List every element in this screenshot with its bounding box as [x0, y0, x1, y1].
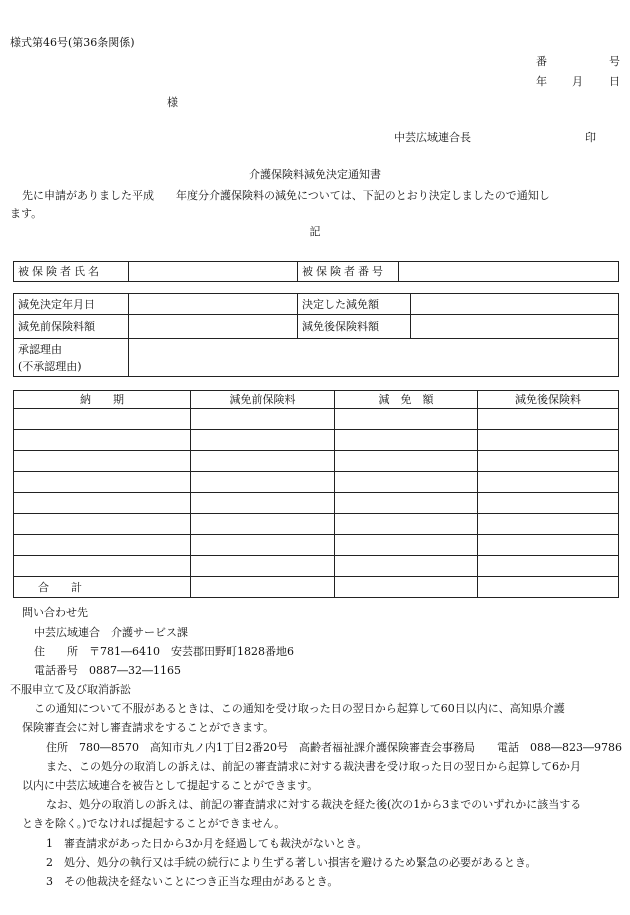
insured-name-label: 被保険者氏名: [14, 262, 129, 282]
cell[interactable]: [478, 514, 619, 535]
number-label-go: 号: [609, 55, 620, 68]
header-after: 減免後保険料: [478, 391, 619, 409]
cell[interactable]: [335, 472, 478, 493]
decision-table: [13, 293, 619, 377]
cell[interactable]: [191, 556, 335, 577]
decision-date-field[interactable]: [129, 294, 298, 315]
premium-before-label: 減免前保険料額: [14, 315, 129, 339]
appeal-item-2: 2 処分、処分の執行又は手続の続行により生ずる著しい損害を避けるため緊急の必要があるとき。: [46, 856, 537, 869]
table-row: [14, 514, 619, 535]
contact-heading: 問い合わせ先: [22, 606, 88, 619]
table-row: [14, 535, 619, 556]
decided-amount-label: 決定した減免額: [298, 294, 411, 315]
insured-number-field[interactable]: [399, 262, 619, 282]
total-before[interactable]: [191, 577, 335, 598]
form-number: 様式第46号(第36条関係): [10, 36, 135, 49]
premium-before-field[interactable]: [129, 315, 298, 339]
appeal-p2-line-1: また、この処分の取消しの訴えは、前記の審査請求に対する裁決書を受け取った日の翌日から起算して6か月: [46, 760, 581, 773]
cell[interactable]: [14, 493, 191, 514]
total-reduction[interactable]: [335, 577, 478, 598]
table-row: [14, 451, 619, 472]
cell[interactable]: [191, 514, 335, 535]
cell[interactable]: [335, 451, 478, 472]
cell[interactable]: [335, 409, 478, 430]
date-label-month: 月: [572, 75, 583, 88]
number-label-ban: 番: [536, 55, 547, 68]
appeal-p1-line-2: 保険審査会に対し審査請求をすることができます。: [22, 721, 275, 734]
header-reduction: 減 免 額: [335, 391, 478, 409]
table-row: [14, 472, 619, 493]
cell[interactable]: [335, 430, 478, 451]
cell[interactable]: [14, 514, 191, 535]
table-row: [14, 493, 619, 514]
reason-label-line-1: 承認理由: [18, 342, 62, 356]
table-row: [14, 409, 619, 430]
cell[interactable]: [478, 451, 619, 472]
reason-label: [14, 339, 129, 377]
total-after[interactable]: [478, 577, 619, 598]
header-due-date: 納 期: [14, 391, 191, 409]
installments-header-row: [14, 391, 619, 409]
cell[interactable]: [335, 514, 478, 535]
contact-org: 中芸広域連合 介護サービス課: [34, 626, 188, 639]
premium-after-label: 減免後保険料額: [298, 315, 411, 339]
insured-table: [13, 261, 619, 282]
document-title: 介護保険料減免決定通知書: [249, 168, 381, 181]
cell[interactable]: [478, 472, 619, 493]
contact-phone: 電話番号 0887―32―1165: [34, 664, 181, 677]
table-row: [14, 556, 619, 577]
cell[interactable]: [191, 493, 335, 514]
decision-date-label: 減免決定年月日: [14, 294, 129, 315]
cell[interactable]: [478, 556, 619, 577]
seal-mark: 印: [585, 131, 596, 144]
date-label-day: 日: [609, 75, 620, 88]
cell[interactable]: [478, 493, 619, 514]
reason-field[interactable]: [129, 339, 619, 377]
intro-line-1: 先に申請がありました平成 年度分介護保険料の減免については、下記のとおり決定しましたので通知し: [22, 189, 550, 202]
cell[interactable]: [191, 451, 335, 472]
intro-line-2: ます。: [10, 207, 43, 220]
cell[interactable]: [335, 556, 478, 577]
cell[interactable]: [191, 472, 335, 493]
appeal-address: 住所 780―8570 高知市丸ノ内1丁目2番20号 高齢者福祉課介護保険審査会事務局 電話 088―823―9786: [46, 741, 622, 754]
issuer: 中芸広域連合長: [394, 131, 471, 144]
cell[interactable]: [335, 493, 478, 514]
cell[interactable]: [14, 556, 191, 577]
cell[interactable]: [191, 409, 335, 430]
contact-address: 住 所 〒781―6410 安芸郡田野町1828番地6: [34, 645, 294, 658]
cell[interactable]: [478, 430, 619, 451]
date-label-year: 年: [536, 75, 547, 88]
total-row: [14, 577, 619, 598]
cell[interactable]: [14, 409, 191, 430]
reason-label-line-2: (不承認理由): [18, 359, 82, 373]
appeal-p3-line-2: ときを除く。)でなければ提起することができません。: [22, 817, 286, 830]
header-before: 減免前保険料: [191, 391, 335, 409]
cell[interactable]: [478, 535, 619, 556]
appeal-item-1: 1 審査請求があった日から3か月を経過しても裁決がないとき。: [46, 837, 368, 850]
insured-number-label: 被保険者番号: [298, 262, 399, 282]
cell[interactable]: [14, 451, 191, 472]
cell[interactable]: [14, 472, 191, 493]
table-row: [14, 430, 619, 451]
insured-name-field[interactable]: [129, 262, 298, 282]
cell[interactable]: [191, 430, 335, 451]
appeal-item-3: 3 その他裁決を経ないことにつき正当な理由があるとき。: [46, 875, 339, 888]
ki-heading: 記: [309, 225, 321, 238]
cell[interactable]: [14, 535, 191, 556]
installments-table: [13, 390, 619, 598]
premium-after-field[interactable]: [411, 315, 619, 339]
cell[interactable]: [191, 535, 335, 556]
recipient-honorific: 様: [167, 96, 178, 109]
appeal-p3-line-1: なお、処分の取消しの訴えは、前記の審査請求に対する裁決を経た後(次の1から3までのいずれかに該当する: [46, 798, 582, 811]
appeal-p1-line-1: この通知について不服があるときは、この通知を受け取った日の翌日から起算して60日以内に、高知県介護: [34, 702, 565, 715]
cell[interactable]: [14, 430, 191, 451]
total-label: 合 計: [14, 577, 191, 598]
cell[interactable]: [478, 409, 619, 430]
appeal-p2-line-2: 以内に中芸広域連合を被告として提起することができます。: [22, 779, 319, 792]
appeal-heading: 不服申立て及び取消訴訟: [10, 683, 131, 696]
decided-amount-field[interactable]: [411, 294, 619, 315]
cell[interactable]: [335, 535, 478, 556]
